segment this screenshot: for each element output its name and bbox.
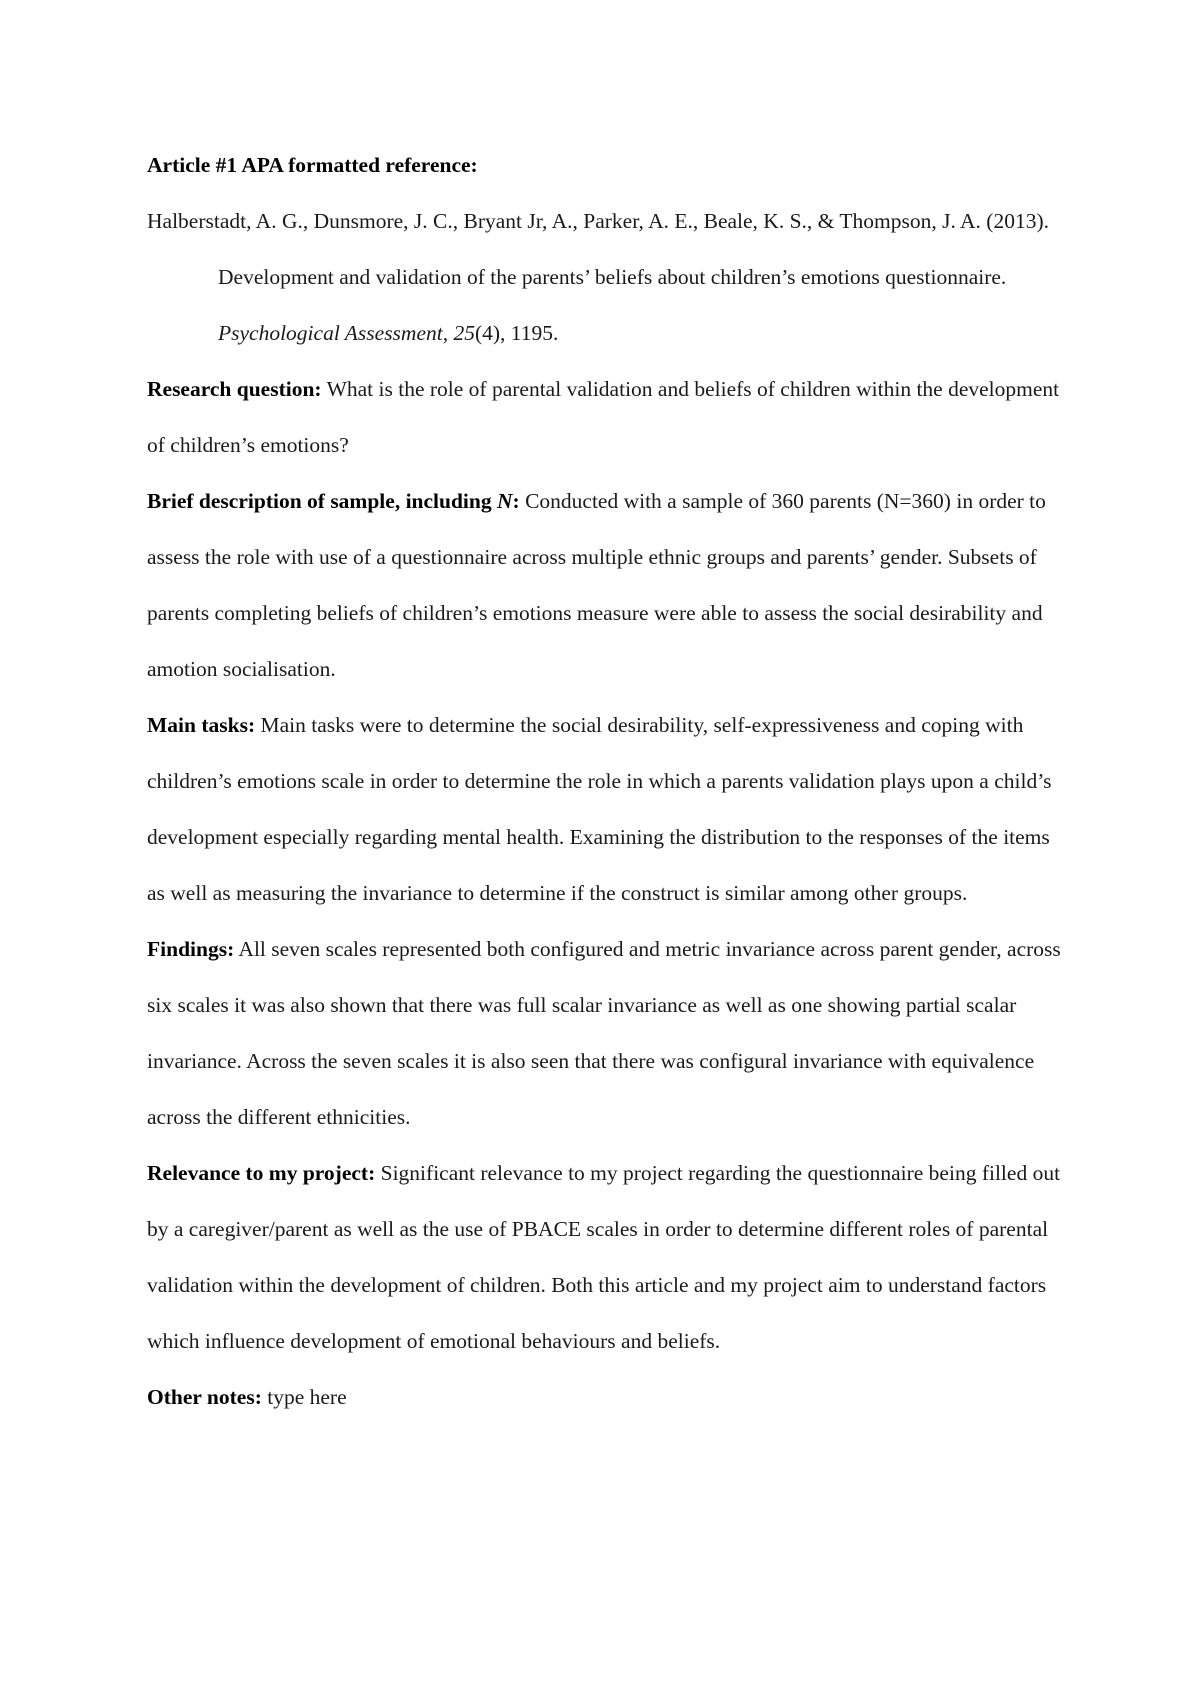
sample-label-colon: : <box>512 489 520 513</box>
article-heading-label: Article #1 APA formatted reference: <box>147 153 478 177</box>
document-body <box>147 137 1067 1425</box>
research-question-text: What is the role of parental validation and beliefs of children within the development of children’s emotions? <box>147 377 1060 457</box>
other-notes <box>147 1369 1067 1425</box>
other-notes-text: type here <box>261 1385 347 1409</box>
reference-citation: Halberstadt, A. G., Dunsmore, J. C., Bryant Jr, A., Parker, A. E., Beale, K. S., & Thompson, J. A. (2013). Development and validation of the parents’ beliefs about children’s emotions questionnaire. <box>147 209 1050 289</box>
relevance-label: Relevance to my project: <box>147 1161 376 1185</box>
sample-description <box>147 473 1067 697</box>
research-question-label: Research question: <box>147 377 322 401</box>
sample-label-n: N <box>496 489 513 513</box>
apa-reference <box>147 193 1067 361</box>
reference-journal: Psychological Assessment, 25 <box>218 321 475 345</box>
main-tasks-text: Main tasks were to determine the social desirability, self-expressiveness and coping with children’s emotions scale in order to determine the role in which a parents validation plays upon a child’s development especially regarding mental health. Examining the distribution to the responses of the items as well as measuring the invariance to determine if the construct is similar among other groups. <box>147 713 1052 905</box>
findings-label: Findings: <box>147 937 235 961</box>
relevance <box>147 1145 1067 1369</box>
findings-text: All seven scales represented both configured and metric invariance across parent gender, across six scales it was also shown that there was full scalar invariance as well as one showing partial scalar invariance. Across the seven scales it is also seen that there was configural invariance with equivalence across the different ethnicities. <box>147 937 1061 1129</box>
sample-text: Conducted with a sample of 360 parents (N=360) in order to assess the role with use of a questionnaire across multiple ethnic groups and parents’ gender. Subsets of parents completing beliefs of children’s emotions measure were able to assess the social desirability and amotion socialisation. <box>147 489 1046 681</box>
main-tasks <box>147 697 1067 921</box>
reference-issue-pages: (4), 1195. <box>474 321 559 345</box>
findings <box>147 921 1067 1145</box>
main-tasks-label: Main tasks: <box>147 713 256 737</box>
article-heading <box>147 137 1067 193</box>
sample-label: Brief description of sample, including <box>147 489 497 513</box>
relevance-text: Significant relevance to my project regarding the questionnaire being filled out by a caregiver/parent as well as the use of PBACE scales in order to determine different roles of parental validation within the development of children. Both this article and my project aim to understand factors which influence development of emotional behaviours and beliefs. <box>147 1161 1061 1353</box>
other-notes-label: Other notes: <box>147 1385 262 1409</box>
research-question <box>147 361 1067 473</box>
